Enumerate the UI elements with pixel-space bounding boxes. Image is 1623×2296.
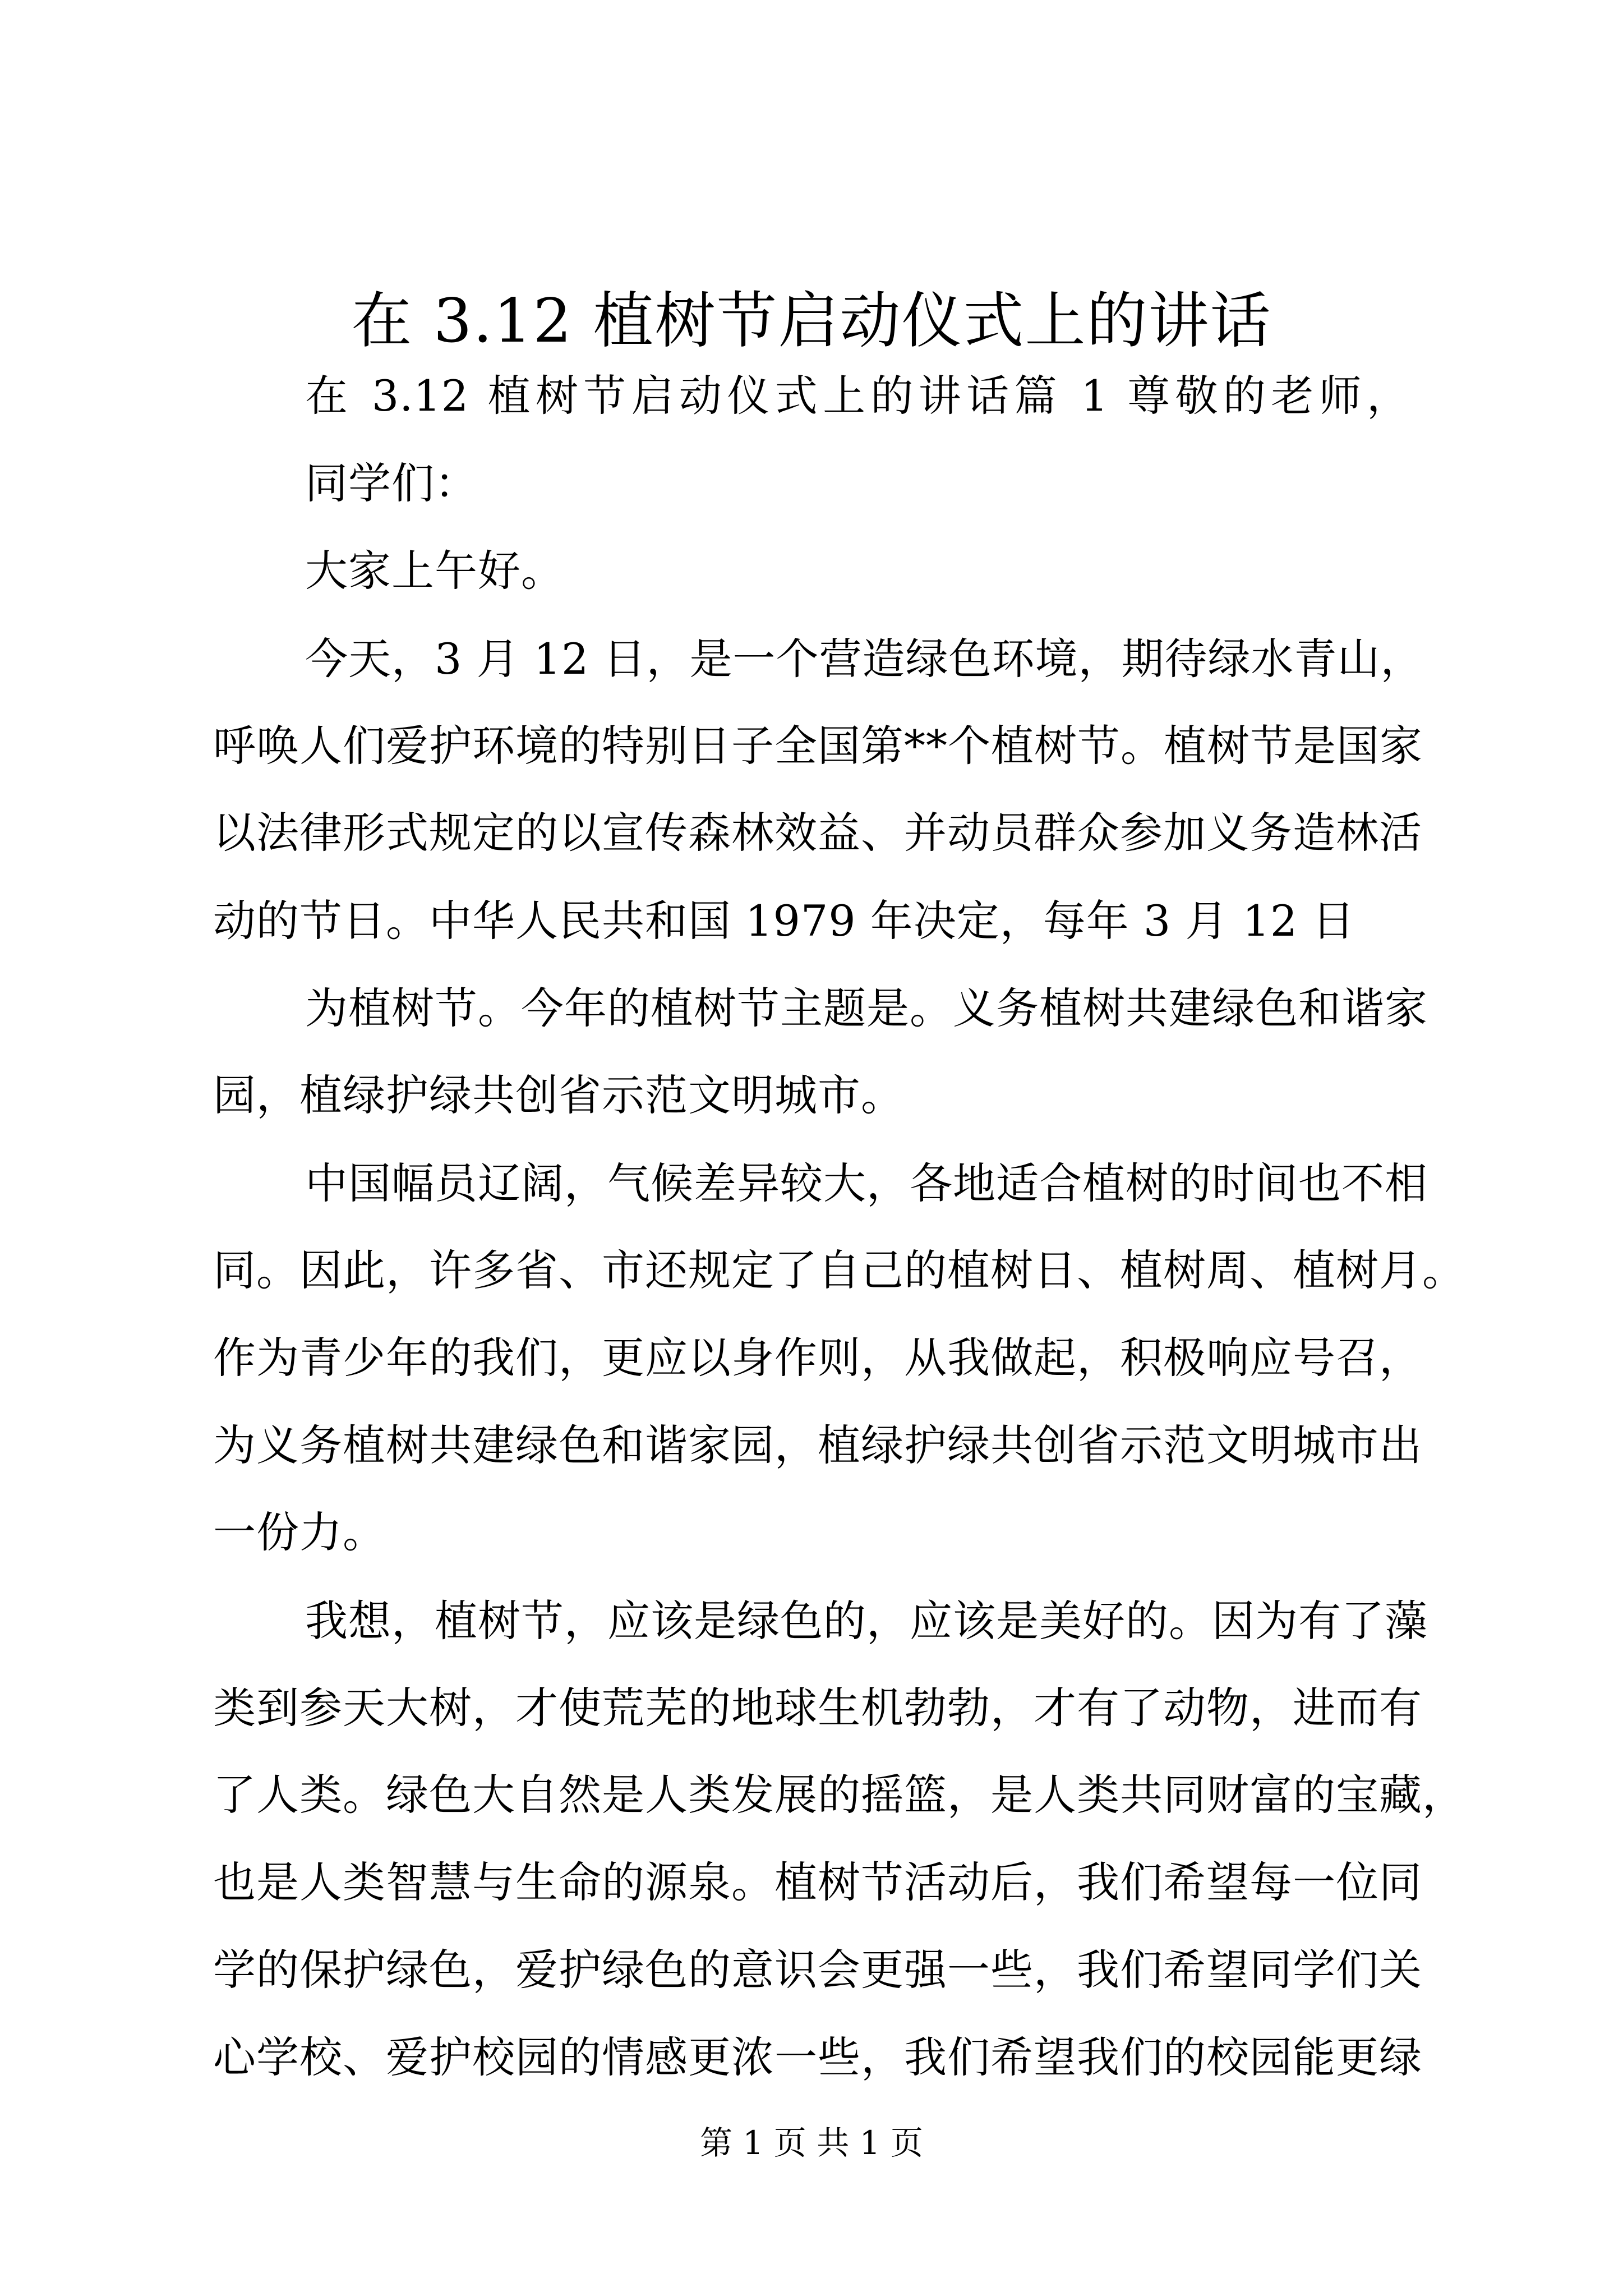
paragraph-line: 心学校、爱护校园的情感更浓一些，我们希望我们的校园能更绿 xyxy=(213,2032,1422,2082)
paragraph-line: 一份力。 xyxy=(213,1507,386,1557)
paragraph-line: 为义务植树共建绿色和谐家园，植绿护绿共创省示范文明城市出 xyxy=(213,1420,1422,1470)
paragraph-line: 为植树节。今年的植树节主题是。义务植树共建绿色和谐家 xyxy=(305,983,1428,1033)
paragraph-line: 园，植绿护绿共创省示范文明城市。 xyxy=(213,1070,904,1120)
paragraph-line: 我想，植树节，应该是绿色的，应该是美好的。因为有了藻 xyxy=(305,1596,1428,1646)
paragraph-line: 今天，3 月 12 日，是一个营造绿色环境，期待绿水青山， xyxy=(305,634,1424,684)
page-footer: 第 1 页 共 1 页 xyxy=(700,2124,923,2162)
paragraph-line: 作为青少年的我们，更应以身作则，从我做起，积极响应号召， xyxy=(213,1333,1422,1383)
paragraph-line: 学的保护绿色，爱护绿色的意识会更强一些，我们希望同学们关 xyxy=(213,1945,1422,1995)
paragraph-line: 以法律形式规定的以宣传森林效益、并动员群众参加义务造林活 xyxy=(213,808,1422,858)
paragraph-line: 同学们： xyxy=(305,458,478,508)
paragraph-line: 动的节日。中华人民共和国 1979 年决定，每年 3 月 12 日 xyxy=(213,896,1355,946)
paragraph-line: 类到参天大树，才使荒芜的地球生机勃勃，才有了动物，进而有 xyxy=(213,1683,1422,1733)
paragraph-line: 呼唤人们爱护环境的特别日子全国第**个植树节。植树节是国家 xyxy=(213,721,1423,771)
paragraph-line: 了人类。绿色大自然是人类发展的摇篮，是人类共同财富的宝藏， xyxy=(213,1770,1465,1820)
paragraph-line: 同。因此，许多省、市还规定了自己的植树日、植树周、植树月。 xyxy=(213,1245,1465,1295)
paragraph-line: 大家上午好。 xyxy=(305,546,564,596)
paragraph-line: 在 3.12 植树节启动仪式上的讲话篇 1 尊敬的老师， xyxy=(305,371,1410,421)
paragraph-line: 也是人类智慧与生命的源泉。植树节活动后，我们希望每一位同 xyxy=(213,1857,1422,1907)
page-title: 在 3.12 植树节启动仪式上的讲话 xyxy=(351,286,1272,356)
paragraph-line: 中国幅员辽阔，气候差异较大，各地适合植树的时间也不相 xyxy=(305,1158,1428,1208)
